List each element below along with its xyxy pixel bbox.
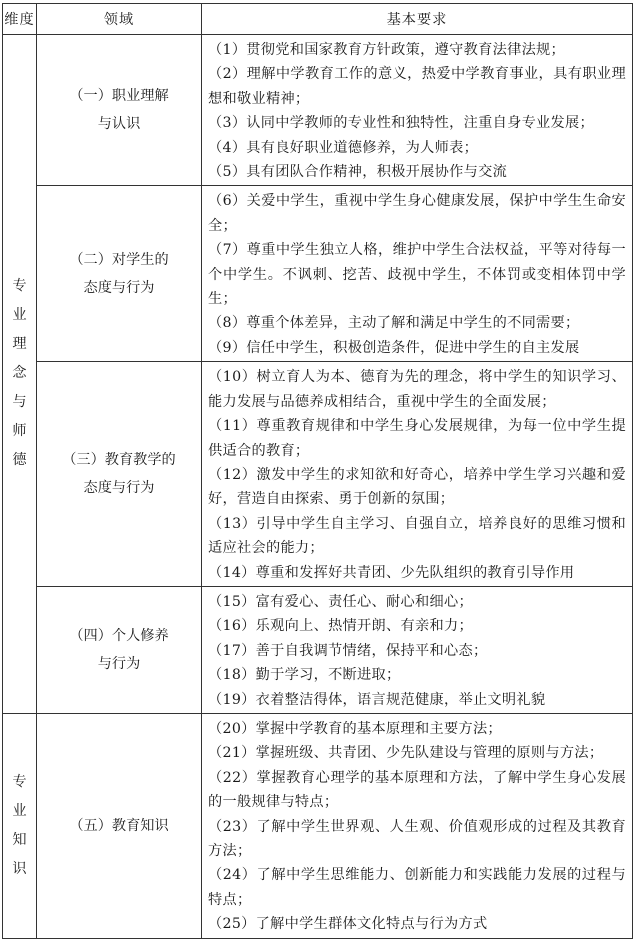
field-cell: [37, 186, 202, 362]
dimension-char: 业: [12, 307, 27, 324]
dimension-char: 德: [12, 452, 27, 469]
dimension-char: 理: [12, 336, 27, 353]
dimension-char: 师: [12, 423, 27, 440]
requirement-item: （15）富有爱心、责任心、耐心和细心；: [208, 593, 473, 610]
table-row: [3, 186, 633, 362]
field-label: （一）职业理解: [69, 88, 169, 105]
requirement-item: （21）掌握班级、共青团、少先队建设与管理的原则与方法；: [208, 745, 604, 762]
field-label: （四）个人修养: [69, 627, 169, 644]
table-body: [3, 35, 633, 939]
requirement-item: （8）尊重个体差异，主动了解和满足中学生的不同需要；: [208, 315, 580, 332]
requirement-item: （20）掌握中学教育的基本原理和主要方法；: [208, 720, 502, 737]
table-row: [3, 35, 633, 186]
field-label: 与认识: [97, 116, 141, 133]
dimension-cell: [3, 713, 37, 938]
dimension-char: 专: [12, 278, 27, 295]
requirement-item: （2）理解中学教育工作的意义，热爱中学教育事业，具有职业理想和敬业精神；: [208, 66, 626, 107]
requirement-item: （25）了解中学生群体文化特点与行为方式: [208, 916, 488, 933]
requirement-cell: [202, 586, 633, 713]
requirement-item: （3）认同中学教师的专业性和独特性，注重自身专业发展；: [208, 115, 595, 132]
field-label: （三）教育教学的: [62, 452, 176, 469]
requirement-item: （19）衣着整洁得体，语言规范健康，举止文明礼貌: [208, 691, 546, 708]
requirement-cell: [202, 35, 633, 186]
field-label: （二）对学生的: [69, 251, 169, 268]
field-label: （五）教育知识: [69, 817, 169, 834]
field-cell: [37, 362, 202, 587]
requirement-item: （16）乐观向上、热情开朗、有亲和力；: [208, 618, 473, 635]
requirement-cell: [202, 713, 633, 938]
requirement-item: （17）善于自我调节情绪，保持平和心态；: [208, 642, 488, 659]
field-cell: [37, 713, 202, 938]
field-label: 态度与行为: [83, 480, 155, 497]
header-dimension: 维度: [3, 4, 37, 35]
dimension-char: 识: [12, 860, 27, 877]
header-row: [3, 4, 633, 35]
requirement-item: （13）引导中学生自主学习、自强自立，培养良好的思维习惯和适应社会的能力；: [208, 515, 626, 557]
requirement-item: （11）尊重教育规律和中学生身心发展规律，为每一位中学生提供适合的教育；: [208, 418, 626, 459]
dimension-char: 与: [12, 394, 27, 411]
table-row: [3, 586, 633, 713]
requirement-cell: [202, 186, 633, 362]
field-label: 与行为: [97, 655, 141, 672]
field-label: 态度与行为: [83, 279, 155, 296]
requirement-item: （7）尊重中学生独立人格，维护中学生合法权益，平等对待每一个中学生。不讽刺、挖苦、歧视中学生，不体罚或变相体罚中学生；: [208, 242, 626, 308]
requirement-item: （4）具有良好职业道德修养，为人师表；: [208, 139, 479, 156]
requirement-cell: [202, 362, 633, 587]
requirement-item: （1）贯彻党和国家教育方针政策，遵守教育法律法规；: [208, 42, 566, 58]
dimension-cell: [3, 35, 37, 714]
requirement-item: （18）勤于学习，不断进取；: [208, 667, 401, 684]
standards-table: [2, 3, 633, 939]
requirement-item: （23）了解中学生世界观、人生观、价值观形成的过程及其教育方法；: [208, 818, 626, 859]
requirement-item: （24）了解中学生思维能力、创新能力和实践能力发展的过程与特点；: [208, 867, 626, 908]
requirement-item: （6）关爱中学生，重视中学生身心健康发展，保护中学生生命安全；: [208, 193, 626, 234]
dimension-char: 专: [12, 773, 27, 790]
field-cell: [37, 35, 202, 186]
field-cell: [37, 586, 202, 713]
dimension-char: 知: [12, 831, 27, 848]
dimension-char: 念: [12, 365, 27, 382]
requirement-item: （22）掌握教育心理学的基本原理和方法，了解中学生身心发展的一般规律与特点；: [208, 769, 626, 811]
requirement-item: （10）树立育人为本、德育为先的理念，将中学生的知识学习、能力发展与品德养成相结合，重视中学生的全面发展；: [208, 369, 626, 410]
header-requirement: 基本要求: [202, 4, 633, 35]
requirement-item: （12）激发中学生的求知欲和好奇心，培养中学生学习兴趣和爱好，营造自由探索、勇于创新的氛围；: [208, 466, 626, 508]
requirement-item: （5）具有团队合作精神，积极开展协作与交流: [208, 164, 508, 181]
dimension-char: 业: [12, 802, 27, 819]
requirement-item: （14）尊重和发挥好共青团、少先队组织的教育引导作用: [208, 564, 575, 581]
table-row: [3, 362, 633, 587]
table-row: [3, 713, 633, 938]
requirement-item: （9）信任中学生，积极创造条件，促进中学生的自主发展: [208, 339, 580, 356]
header-field: 领域: [37, 4, 202, 35]
